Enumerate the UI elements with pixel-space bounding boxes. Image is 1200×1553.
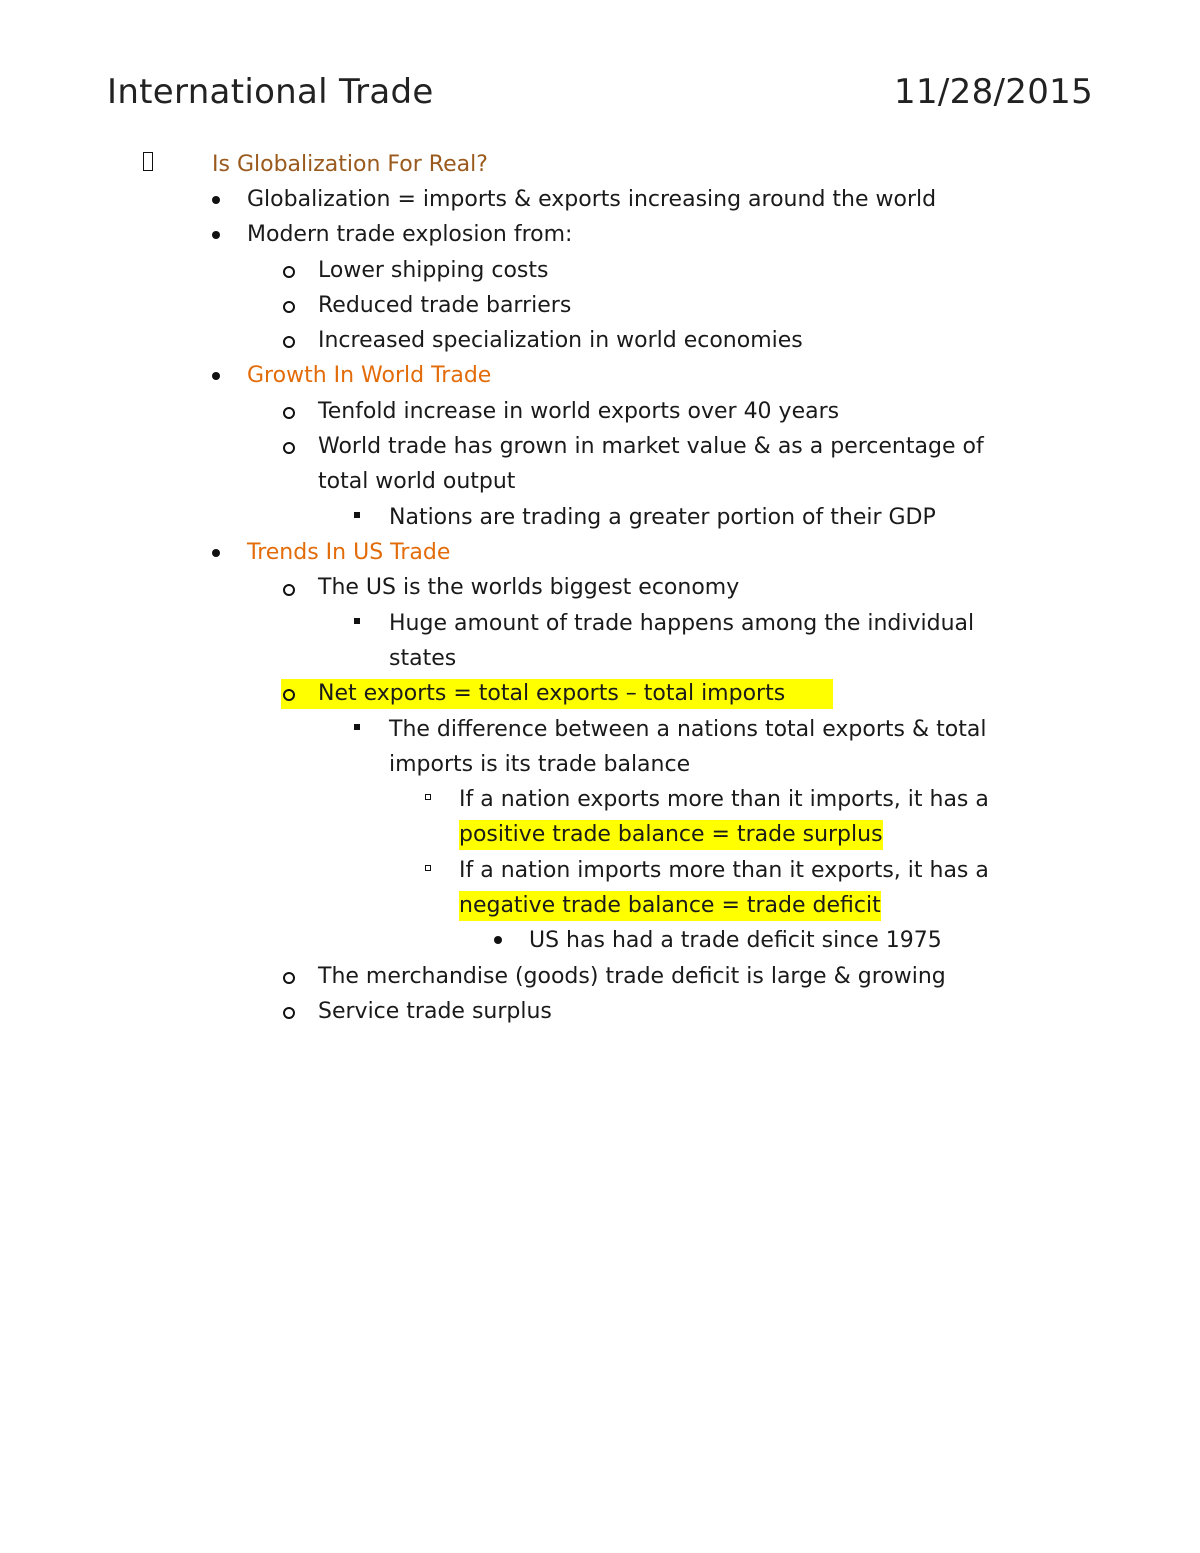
bullet-circle-icon <box>283 442 295 454</box>
outline-item-continuation: imports is its trade balance <box>389 752 691 777</box>
bullet-square-icon <box>354 512 360 518</box>
outline-item: Globalization = imports & exports increasing around the world <box>247 187 937 212</box>
outline-item-highlighted: positive trade balance = trade surplus <box>459 820 883 850</box>
bullet-square-icon <box>354 724 360 730</box>
bullet-disc-icon <box>212 549 220 557</box>
outline-item: The US is the worlds biggest economy <box>318 575 740 600</box>
bullet-circle-icon <box>283 584 295 596</box>
outline-item: Modern trade explosion from: <box>247 222 573 247</box>
heading-growth: Growth In World Trade <box>247 363 492 388</box>
bullet-circle-icon <box>283 972 295 984</box>
outline-item: The merchandise (goods) trade deficit is large & growing <box>318 964 946 989</box>
outline-item: Huge amount of trade happens among the individual <box>389 611 975 636</box>
outline-item: Nations are trading a greater portion of their GDP <box>389 505 936 530</box>
page-date: 11/28/2015 <box>894 72 1093 112</box>
outline-item: Service trade surplus <box>318 999 552 1024</box>
page-title: International Trade <box>107 72 434 112</box>
bullet-disc-icon <box>494 936 502 944</box>
bullet-circle-icon <box>283 266 295 278</box>
outline-item: Tenfold increase in world exports over 40 years <box>318 399 840 424</box>
outline-item-highlighted: negative trade balance = trade deficit <box>459 891 881 921</box>
bullet-circle-icon <box>283 689 295 701</box>
bullet-circle-icon <box>283 336 295 348</box>
outline-item-highlighted: Net exports = total exports – total imports <box>318 681 786 706</box>
outline-item: The difference between a nations total exports & total <box>389 717 987 742</box>
bullet-square-icon <box>354 618 360 624</box>
heading-globalization: Is Globalization For Real? <box>212 152 488 177</box>
outline-item: Lower shipping costs <box>318 258 549 283</box>
bullet-circle-icon <box>283 407 295 419</box>
missing-glyph-icon <box>143 152 153 171</box>
bullet-circle-icon <box>283 301 295 313</box>
outline-item: US has had a trade deficit since 1975 <box>529 928 942 953</box>
outline-item: World trade has grown in market value & as a percentage of <box>318 434 984 459</box>
outline-item-continuation: states <box>389 646 457 671</box>
heading-trends: Trends In US Trade <box>247 540 451 565</box>
outline-item: If a nation imports more than it exports, it has a <box>459 858 989 883</box>
bullet-disc-icon <box>212 372 220 380</box>
bullet-open-square-icon <box>425 794 431 800</box>
bullet-circle-icon <box>283 1007 295 1019</box>
outline-item-continuation: total world output <box>318 469 516 494</box>
outline-item: If a nation exports more than it imports, it has a <box>459 787 989 812</box>
outline-item: Increased specialization in world economies <box>318 328 803 353</box>
outline-item: Reduced trade barriers <box>318 293 572 318</box>
bullet-disc-icon <box>212 231 220 239</box>
bullet-disc-icon <box>212 196 220 204</box>
bullet-open-square-icon <box>425 865 431 871</box>
